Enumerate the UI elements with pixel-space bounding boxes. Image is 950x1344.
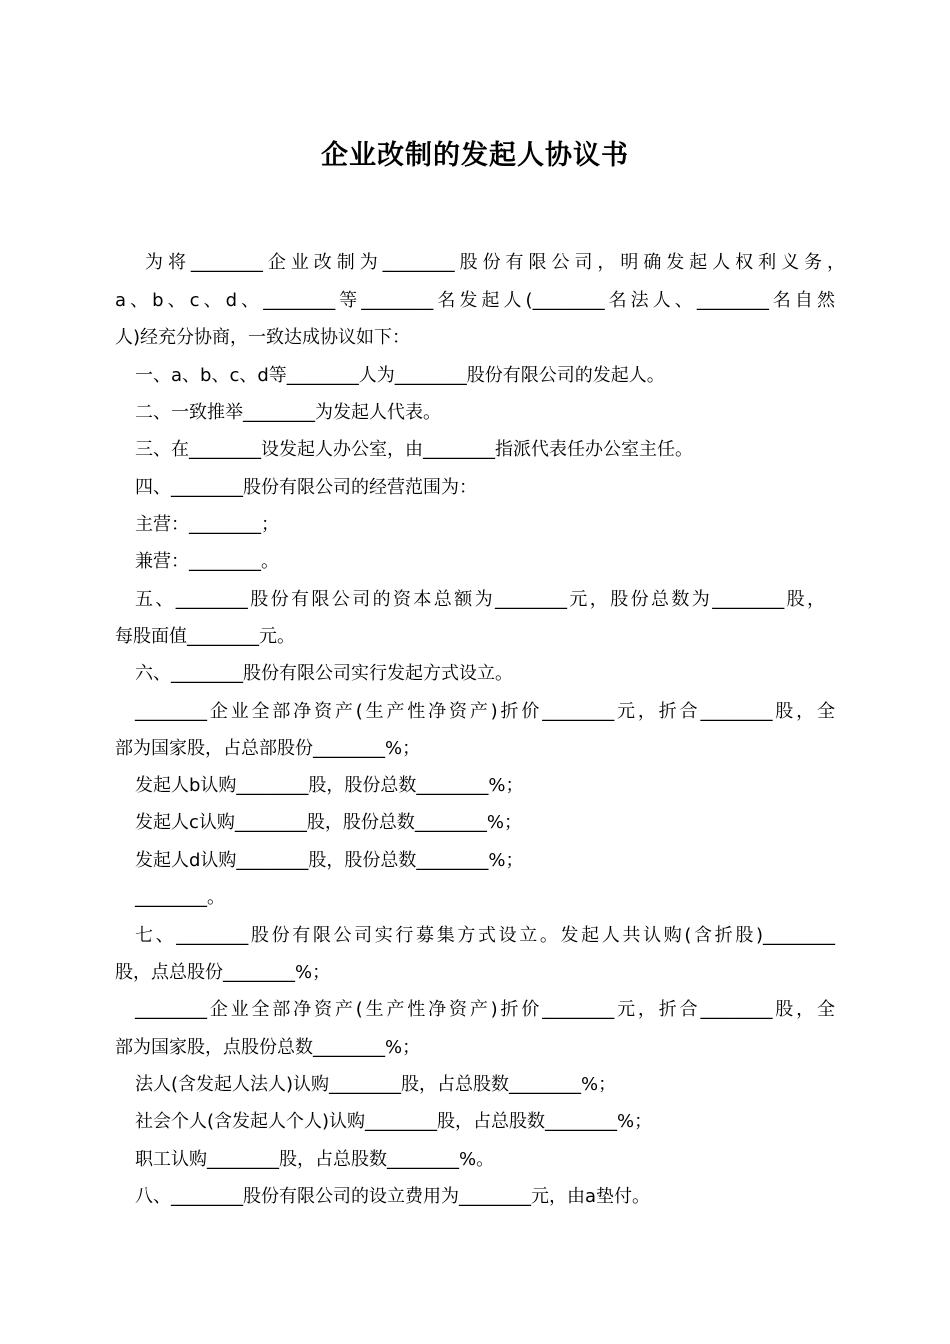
- clause-line: 主营：________；: [135, 514, 279, 535]
- clause-line: 一、a、b、c、d等________人为________股份有限公司的发起人。: [135, 365, 665, 386]
- clause-line: 五、________股份有限公司的资本总额为________元，股份总数为________股，: [135, 589, 825, 610]
- clause-line: ________企业全部净资产(生产性净资产)折价________元，折合________股，全: [135, 701, 835, 722]
- clause-line: 每股面值________元。: [115, 626, 295, 647]
- clause-line: 发起人b认购________股，股份总数________%；: [135, 775, 524, 796]
- clause-line: 职工认购________股，占总股数________%。: [135, 1149, 495, 1170]
- clause-line: 部为国家股，点股份总数________%；: [115, 1037, 421, 1058]
- clause-line: 发起人d认购________股，股份总数________%；: [135, 850, 524, 871]
- clause-line: 二、一致推举________为发起人代表。: [135, 402, 441, 423]
- clause-line: 股，点总股份________%；: [115, 962, 331, 983]
- clause-line: 六、________股份有限公司实行发起方式设立。: [135, 663, 513, 684]
- paragraph-line: a、b、c、d、________等________名发起人(________名法人、________名自然: [115, 290, 835, 311]
- paragraph-line: 为将________企业改制为________股份有限公司，明确发起人权利义务，: [145, 252, 845, 273]
- clause-line: 三、在________设发起人办公室，由________指派代表任办公室主任。: [135, 439, 693, 460]
- clause-line: 发起人c认购________股，股份总数________%；: [135, 812, 522, 833]
- clause-line: 部为国家股，占总部股份________%；: [115, 738, 421, 759]
- clause-line: 八、________股份有限公司的设立费用为________元，由a垫付。: [135, 1186, 651, 1207]
- paragraph-line: 人)经充分协商，一致达成协议如下：: [115, 327, 411, 348]
- clause-line: 法人(含发起人法人)认购________股，占总股数________%；: [135, 1074, 617, 1095]
- clause-line: 社会个人(含发起人个人)认购________股，占总股数________%；: [135, 1111, 653, 1132]
- clause-line: 四、________股份有限公司的经营范围为：: [135, 477, 477, 498]
- document-title: 企业改制的发起人协议书: [321, 140, 629, 171]
- clause-line: 七、________股份有限公司实行募集方式设立。发起人共认购(含折股)________: [135, 925, 835, 946]
- clause-line: ________。: [135, 887, 225, 908]
- clause-line: ________企业全部净资产(生产性净资产)折价________元，折合________股，全: [135, 999, 835, 1020]
- clause-line: 兼营：________。: [135, 551, 279, 572]
